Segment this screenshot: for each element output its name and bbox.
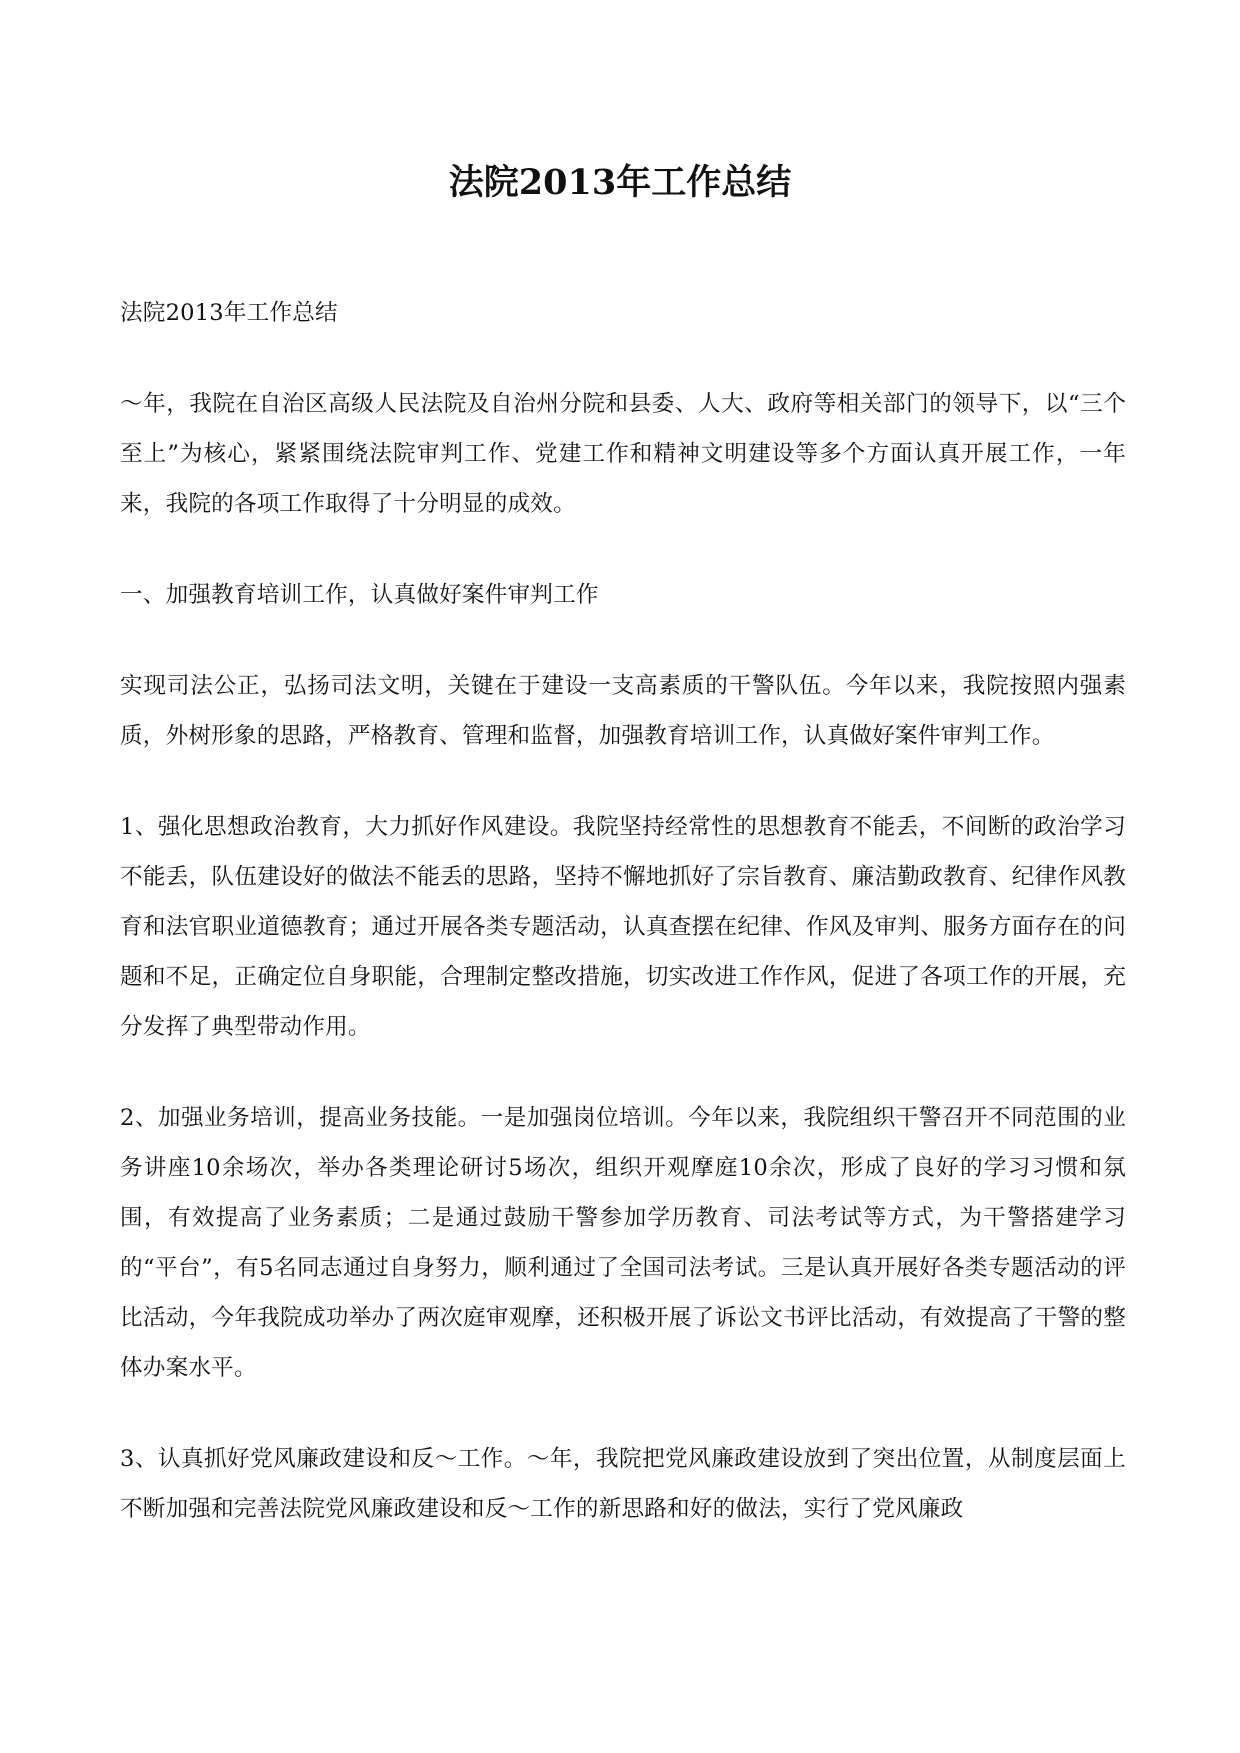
section-heading-1: 一、加强教育培训工作，认真做好案件审判工作 xyxy=(120,582,599,608)
subtitle-paragraph: 法院2013年工作总结 xyxy=(120,300,338,326)
intro-paragraph: ～年，我院在自治区高级人民法院及自治州分院和县委、人大、政府等相关部门的领导下，以“三个至上”为核心，紧紧围绕法院审判工作、党建工作和精神文明建设等多个方面认真开展工作，一年来，我院的各项工作取得了十分明显的成效。 xyxy=(120,391,1126,517)
document-title: 法院2013年工作总结 xyxy=(448,162,792,203)
section-1-paragraph: 实现司法公正，弘扬司法文明，关键在于建设一支高素质的干警队伍。今年以来，我院按照内强素质，外树形象的思路，严格教育、管理和监督，加强教育培训工作，认真做好案件审判工作。 xyxy=(120,673,1126,749)
item-1-paragraph: 1、强化思想政治教育，大力抓好作风建设。我院坚持经常性的思想教育不能丢，不间断的政治学习不能丢，队伍建设好的做法不能丢的思路，坚持不懈地抓好了宗旨教育、廉洁勤政教育、纪律作风教育和法官职业道德教育；通过开展各类专题活动，认真查摆在纪律、作风及审判、服务方面存在的问题和不足，正确定位自身职能，合理制定整改措施，切实改进工作作风，促进了各项工作的开展，充分发挥了典型带动作用。 xyxy=(120,814,1126,1040)
item-2-paragraph: 2、加强业务培训，提高业务技能。一是加强岗位培训。今年以来，我院组织干警召开不同范围的业务讲座10余场次，举办各类理论研讨5场次，组织开观摩庭10余次，形成了良好的学习习惯和氛围，有效提高了业务素质；二是通过鼓励干警参加学历教育、司法考试等方式，为干警搭建学习的“平台”，有5名同志通过自身努力，顺利通过了全国司法考试。三是认真开展好各类专题活动的评比活动，今年我院成功举办了两次庭审观摩，还积极开展了诉讼文书评比活动，有效提高了干警的整体办案水平。 xyxy=(120,1105,1126,1381)
document-body xyxy=(120,288,1126,1575)
item-3-paragraph: 3、认真抓好党风廉政建设和反～工作。～年，我院把党风廉政建设放到了突出位置，从制度层面上不断加强和完善法院党风廉政建设和反～工作的新思路和好的做法，实行了党风廉政 xyxy=(120,1446,1126,1522)
